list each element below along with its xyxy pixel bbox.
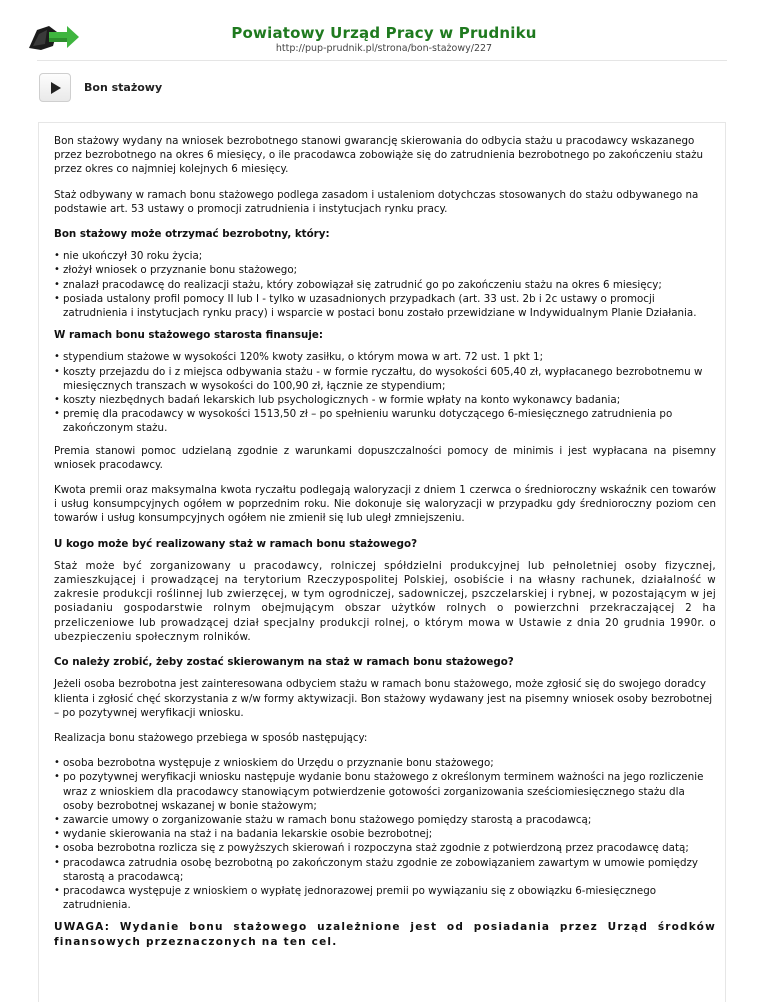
list-item: • zawarcie umowy o zorganizowanie stażu w ramach bonu stażowego pomiędzy starostą a pracodawcą; bbox=[63, 813, 716, 827]
paragraph-rules: Staż odbywany w ramach bonu stażowego podlega zasadom i ustaleniom dotychczas stosowanych do stażu odbywanego na podstawie art. 53 ustawy o promocji zatrudnienia i instytucjach rynku pracy. bbox=[54, 188, 699, 215]
paragraph-process: Realizacja bonu stażowego przebiega w sposób następujący: bbox=[54, 731, 368, 744]
paragraph-intro: Bon stażowy wydany na wniosek bezrobotnego stanowi gwarancję skierowania do odbycia stażu u pracodawcy wskazanego przez bezrobotnego na okres 6 miesięcy, o ile pracodawca zobowiąże się do zatrudnienia bezrobotnego po zakończeniu stażu przez okres co najmniej kolejnych 6 miesięcy. bbox=[54, 135, 704, 176]
list-item: • nie ukończył 30 roku życia; bbox=[63, 249, 716, 263]
page-header bbox=[0, 0, 768, 66]
paragraph-how: Jeżeli osoba bezrobotna jest zainteresowana odbyciem stażu w ramach bonu stażowego, może zgłosić się do swojego doradcy klienta i zgłosić chęć skorzystania z w/w formy aktywizacji. Bon stażowy wydawany jest na pisemny wniosek osoby bezrobotnej – po pozytywnej weryfikacji wniosku. bbox=[54, 678, 713, 719]
section-arrow-button[interactable] bbox=[39, 73, 71, 102]
heading-how: Co należy zrobić, żeby zostać skierowanym na staż w ramach bonu stażowego? bbox=[54, 656, 514, 669]
section-title: Bon stażowy bbox=[84, 81, 163, 94]
article-body bbox=[54, 134, 716, 960]
list-item: • złożył wniosek o przyznanie bonu stażowego; bbox=[63, 263, 716, 277]
list-item: • po pozytywnej weryfikacji wniosku następuje wydanie bonu stażowego z określonym terminem ważności na jego rozliczenie wraz z wnioskiem dla pracodawcy stanowiącym potwierdzenie gotowości zorganizowania sześciomiesięcznego stażu dla osoby bezrobotnej wskazanej w bonie stażowym; bbox=[63, 770, 716, 813]
list-item: • stypendium stażowe w wysokości 120% kwoty zasiłku, o którym mowa w art. 72 ust. 1 pkt 1; bbox=[63, 350, 716, 364]
list-item: • pracodawca zatrudnia osobę bezrobotną po zakończonym stażu zgodnie ze zobowiązaniem zawartym w umowie pomiędzy starostą a pracodawcą; bbox=[63, 856, 716, 884]
list-item: • osoba bezrobotna występuje z wnioskiem do Urzędu o przyznanie bonu stażowego; bbox=[63, 756, 716, 770]
list-item: • wydanie skierowania na staż i na badania lekarskie osobie bezrobotnej; bbox=[63, 827, 716, 841]
heading-financing: W ramach bonu stażowego starosta finansuje: bbox=[54, 329, 324, 342]
list-item: • znalazł pracodawcę do realizacji stażu, który zobowiązał się zatrudnić go po zakończeniu stażu na okres 6 miesięcy; bbox=[63, 278, 716, 292]
eligibility-list bbox=[54, 249, 716, 320]
list-item: • osoba bezrobotna rozlicza się z powyższych skierowań i rozpoczyna staż zgodnie z potwierdzoną przez pracodawcę datą; bbox=[63, 841, 716, 855]
list-item: • koszty przejazdu do i z miejsca odbywania stażu - w formie ryczałtu, do wysokości 605,40 zł, wypłacanego bezrobotnemu w miesięcznych transzach w wysokości do 100,90 zł, łącznie ze stypendium; bbox=[63, 365, 716, 393]
process-list bbox=[54, 756, 716, 912]
arrow-right-icon bbox=[50, 82, 62, 94]
warning-note: UWAGA: Wydanie bonu stażowego uzależnione jest od posiadania przez Urząd środków finansowych przeznaczonych na ten cel. bbox=[54, 921, 716, 948]
list-item: • koszty niezbędnych badań lekarskich lub psychologicznych - w formie wpłaty na konto wykonawcy badania; bbox=[63, 393, 716, 407]
content-panel bbox=[38, 122, 726, 1002]
list-item: • premię dla pracodawcy w wysokości 1513,50 zł – po spełnieniu warunku dotyczącego 6-miesięcznego zatrudnienia po zakończonym stażu. bbox=[63, 407, 716, 435]
list-item: • posiada ustalony profil pomocy II lub I - tylko w uzasadnionych przypadkach (art. 33 ust. 2b i 2c ustawy o promocji zatrudnienia i instytucjach rynku pracy) i wsparcie w postaci bonu zostało przewidziane w Indywidualnym Planie Działania. bbox=[63, 292, 716, 320]
heading-where: U kogo może być realizowany staż w ramach bonu stażowego? bbox=[54, 537, 418, 550]
list-item: • pracodawca występuje z wnioskiem o wypłatę jednorazowej premii po wywiązaniu się z obowiązku 6-miesięcznego zatrudnienia. bbox=[63, 884, 716, 912]
heading-eligibility: Bon stażowy może otrzymać bezrobotny, który: bbox=[54, 228, 330, 241]
paragraph-where: Staż może być zorganizowany u pracodawcy, rolniczej spółdzielni produkcyjnej lub pełnoletniej osoby fizycznej, zamieszkującej i prowadzącej na terytorium Rzeczypospolitej Polskiej, osobiście i na własny rachunek, działalność w zakresie produkcji roślinnej lub zwierzęcej, w tym ogrodniczej, sadowniczej, pszczelarskiej i rybnej, w pozostającym w jej posiadaniu gospodarstwie rolnym obejmującym obszar użytków rolnych o powierzchni przekraczającej 2 ha przeliczeniowe lub prowadzącej dział specjalny produkcji rolnej, o którym mowa w Ustawie z dnia 20 grudnia 1990r. o ubezpieczeniu społecznym rolników. bbox=[54, 559, 716, 643]
site-title: Powiatowy Urząd Pracy w Prudniku bbox=[231, 24, 537, 42]
page-url: http://pup-prudnik.pl/strona/bon-stażowy/227 bbox=[275, 43, 493, 54]
paragraph-valorization: Kwota premii oraz maksymalna kwota ryczałtu podlegają waloryzacji z dniem 1 czerwca o średnioroczny wskaźnik cen towarów i usług konsumpcyjnych ogółem w poprzednim roku. Nie dokonuje się waloryzacji w przypadku gdy średnioroczny poziom cen towarów i usług konsumpcyjnych ogółem nie zmienił się lub uległ zmniejszeniu. bbox=[54, 484, 716, 525]
header-divider bbox=[37, 60, 727, 61]
paragraph-premium: Premia stanowi pomoc udzielaną zgodnie z warunkami dopuszczalności pomocy de minimis i jest wypłacana na pisemny wniosek pracodawcy. bbox=[54, 444, 716, 471]
financing-list bbox=[54, 350, 716, 435]
